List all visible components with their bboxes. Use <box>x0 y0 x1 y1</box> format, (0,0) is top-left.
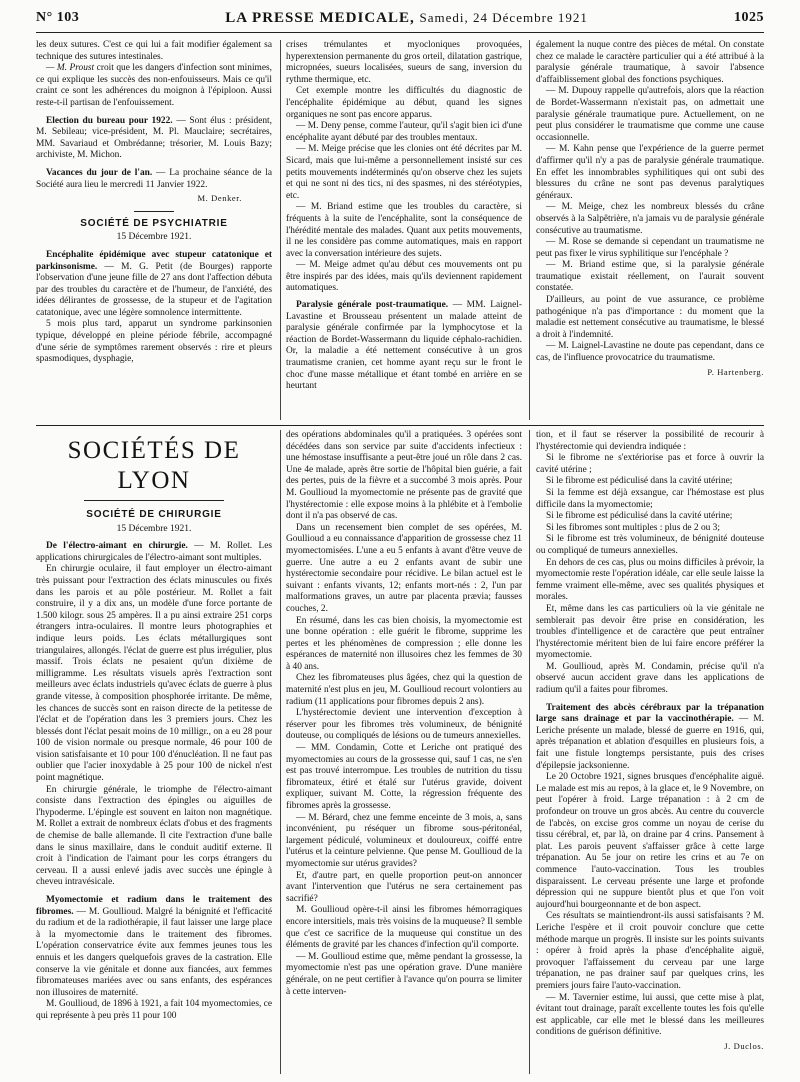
paragraph: Et, même dans les cas particuliers où la vie génitale ne semblerait pas devoir être prise en considération, les troubles d'intelligence et de caractère que peut entraîner l'hystérectomie méritent bien de lui faire encore préférer la myomectomie. <box>536 603 764 661</box>
header-rule <box>36 32 764 33</box>
paragraph: Paralysie générale post-traumatique. — MM. Laignel-Lavastine et Brousseau présentent un malade atteint de paralysie générale confirmée par la lymphocytose et la réaction de Bordet-Wassermann du liquide céphalo-rachidien. Or, la maladie a été nettement consécutive à un gros traumatisme cranien, cet homme ayant reçu sur le front le choc d'une masse métallique et étant tombé en arrière en se heurtant <box>286 300 522 392</box>
paragraph: M. Goullioud, après M. Condamin, précise qu'il n'a observé aucun accident grave dans les applications de radium qu'il a faites pour fibromes. <box>536 661 764 696</box>
paragraph: — M. Meige, chez les nombreux blessés du crâne observés à la Salpêtrière, n'a jamais vu de paralysie générale consécutive au traumatisme. <box>536 202 764 236</box>
paragraph: L'hystérectomie devient une intervention d'exception à réserver pour les fibromes très volumineux, de bénignité douteuse, ou compliqués de lésions ou de tumeurs annexielles. <box>286 708 522 742</box>
list-item: Si les fibromes sont multiples : plus de 2 ou 3; <box>546 522 720 533</box>
paragraph: crises trémulantes et myocloniques provoquées, hyperextension permanente du gros orteil, dilatation gastrique, micropnées, sueurs localisées, sueurs de sang, inversion du rythme thermique, etc. <box>286 40 522 85</box>
paragraph: — M. Rose se demande si cependant un traumatisme ne peut pas fixer le virus syphilitique sur l'encéphale ? <box>536 237 764 259</box>
paragraph: — M. Meige précise que les clonies ont été décrites par M. Sicard, mais que lui-même a personnellement insisté sur ces petits mouvements indéterminés qu'on observe chez les sujets et qui ne sont ni des tics, ni des spasmes, ni des stéréotypies, etc. <box>286 144 522 201</box>
paragraph: En chirurgie oculaire, il faut employer un électro-aimant très puissant pour l'extraction des éclats minuscules ou fixés dans les parois et au pôle postérieur. M. Rollet a fait construire, il y a dix ans, un modèle d'une force portante de 1.500 kilogr. sous 25 ampères. Il a pu ainsi extraire 251 corps étrangers intra-oculaires. Il montre leurs photographies et indique leurs poids. Les éclats métallurgiques sont triangulaires, allongés. l'éclat de guerre est plus irrégulier, plus massif. Trois éclats ne pesaient qu'un dixième de milligramme. Les résultats visuels après l'extraction sont meilleurs avec éclats industriels qu'avec éclats de guerre à plus grande vitesse, à composition phosphorée irritante. De même, les chances de succès sont en raison directe de la petitesse de l'éclat et de l'opération dans les 3 premiers jours. Chez les blessés dont l'éclat pesait moins de 10 milligr., on a eu 28 pour 100 de vision normale ou presque normale, 46 pour 100 de vision satisfaisante et 10 pour 100 d'énucléation. Il ne faut pas oublier que l'acier inoxydable à 25 pour 100 de nickel n'est point magnétique. <box>36 564 272 784</box>
column-rule <box>280 430 281 1074</box>
page-number: 1025 <box>734 10 764 25</box>
paragraph: — M. Goullioud estime que, même pendant la grossesse, la myomectomie n'est pas une opération grave. D'une manière générale, on ne peut certifier à l'avance qu'on pourra se limiter à cette interven- <box>286 951 522 997</box>
paragraph: Et, d'autre part, en quelle proportion peut-on annoncer avant l'intervention que l'utérus ne sera certainement pas sacrifié? <box>286 870 522 904</box>
issue-number: N° 103 <box>36 10 80 25</box>
section-heading: SOCIÉTÉ DE PSYCHIATRIE <box>80 217 228 229</box>
paragraph: — M. Proust croit que les dangers d'infection sont minimes, ce qui explique les succès des non-enfouisseurs. Mais ce qu'il craint ce sont les adhérences du moignon à l'épiploon. Aussi reste-t-il partisan de l'enfouissement. <box>36 63 272 108</box>
list-item: Si le fibrome est très volumineux, de bénignité douteuse ou compliqué de tumeurs annexielles. <box>536 534 764 556</box>
paragraph: Election du bureau pour 1922. — Sont élus : président, M. Sebileau; vice-président, M. Pl. Mauclaire; secrétaires, MM. Savariaud et Ombrédanne; trésorier, M. Louis Bazy; archiviste, M. Michon. <box>36 115 272 161</box>
paragraph: — M. Laignel-Lavastine ne doute pas cependant, dans ce cas, de l'influence provocatrice du traumatisme. <box>536 341 764 364</box>
paragraph: — MM. Condamin, Cotte et Leriche ont pratiqué des myomectomies au cours de la grossesse qui, sauf 1 cas, ne s'en est pas trouvé interrompue. Les troubles de nutrition du tissu fibromateux, étiré et étalé sur l'utérus gravide, doivent expliquer, suivant M. Cotte, la régression fréquente des fibromes après la grossesse. <box>286 743 522 811</box>
section-rule <box>36 425 764 426</box>
signature: M. Denker. <box>197 193 242 204</box>
column-rule <box>529 430 530 1074</box>
bottom-column-1 <box>36 430 272 1076</box>
section-date: 15 Décembre 1921. <box>116 232 192 243</box>
divider <box>84 500 224 501</box>
paragraph: M. Goullioud, de 1896 à 1921, a fait 104 myomectomies, ce qui représente à peu près 11 pour 100 <box>36 999 272 1021</box>
divider <box>134 211 174 212</box>
paragraph: D'ailleurs, au point de vue assurance, ce problème pathogénique n'a pas d'importance : du moment que la maladie est nettement consécutive au traumatisme, le blessé a droit à l'indemnité. <box>536 295 764 340</box>
journal-title-line <box>225 10 588 27</box>
paragraph: Chez les fibromateuses plus âgées, chez qui la question de maternité n'est plus en jeu, M. Goullioud recourt volontiers au radium (11 applications pour fibromes depuis 2 ans). <box>286 673 522 707</box>
section-heading: SOCIÉTÉ DE CHIRURGIE <box>86 509 222 520</box>
paragraph: Cet exemple montre les difficultés du diagnostic de l'encéphalite épidémique au début, quand les signes organiques ne sont pas encore apparus. <box>286 86 522 120</box>
paragraph: également la nuque contre des pièces de métal. On constate chez ce malade le caractère particulier qui a été attribué à la paralysie générale traumatique, à savoir l'absence d'affaiblissement global des fonctions psychiques. <box>536 40 764 85</box>
paragraph: Le 20 Octobre 1921, signes brusques d'encéphalite aiguë. Le malade est mis au repos, à la glace et, le 9 Novembre, on peut l'opérer à froid. Large trépanation : à 2 cm de profondeur on trouve un gros abcès. Au centre du couvercle de l'abcès, on excise gros comme un noyau de cerise du tissu cérébral, et, par là, on draine par 4 crins. Pansement à plat. Les parois peuvent s'affaisser grâce à cette large trépanation. Au 5e jour on retire les crins et au 7e on commence l'auto-vaccination. Tous les troubles disparaissent. Le cerveau présente une large et profonde dépression qui ne suppure bientôt plus et que l'on voit aujourd'hui bourgeonnante et de bon aspect. <box>536 772 764 910</box>
paragraph: — M. Briand estime que, si la paralysie générale traumatique existait réellement, on l'aurait souvent constatée. <box>536 260 764 294</box>
paragraph: Ces résultats se maintiendront-ils aussi satisfaisants ? M. Leriche l'espère et il croit pouvoir conclure que cette méthode marque un progrès. Il insiste sur les points suivants : opérer à froid après la phase d'encéphalite aiguë, provoquer l'affaissement du cerveau par une large trépanation, ne pas drainer sauf par quelques crins, les premiers jours faire l'auto-vaccination. <box>536 911 764 991</box>
paragraph: tion, et il faut se réserver la possibilité de recourir à l'hystérectomie qui deviendra indiquée : <box>536 430 764 452</box>
top-column-3 <box>536 40 764 422</box>
list-item: Si le fibrome ne s'extériorise pas et force à ouvrir la cavité utérine ; <box>536 453 764 475</box>
paragraph: — M. Kahn pense que l'expérience de la guerre permet d'affirmer qu'il n'y a pas de paralysie générale traumatique. En effet les innombrables syphilitiques qui ont subi des blessures du crâne ne sont pas devenus paralytiques généraux. <box>536 144 764 201</box>
paragraph: En résumé, dans les cas bien choisis, la myomectomie est une bonne opération : elle guérit le fibrome, supprime les pertes et les phénomènes de compression ; elle donne les espérances de maternité non illusoires chez les femmes de 30 à 40 ans. <box>286 615 522 672</box>
paragraph: — M. Bérard, chez une femme enceinte de 3 mois, a, sans inconvénient, pu réséquer un fibrome sous-péritonéal, largement pédiculé, volumineux et douloureux, coiffé entre l'utérus et la ceinture pelvienne. Que pense M. Goullioud de la myomectomie sur utérus gravides? <box>286 812 522 869</box>
paragraph: Vacances du jour de l'an. — La prochaine séance de la Société aura lieu le mercredi 11 Janvier 1922. <box>36 167 272 190</box>
paragraph: Myomectomie et radium dans le traitement des fibromes. — M. Goullioud. Malgré la bénignité et l'efficacité du radium et de la radiothérapie, il faut laisser une large place à la myomectomie dans le traitement des fibromes. L'opération conservatrice évite aux femmes jeunes tous les ennuis et les dangers quelquefois graves de la castration. Elle conserve la vie génitale et donne aux fiancées, aux femmes fibromateuses mariées avec ou sans enfants, des espérances non illusoires de maternité. <box>36 895 272 998</box>
paragraph: — M. Deny pense, comme l'auteur, qu'il s'agit bien ici d'une encéphalite ayant débuté par des troubles mentaux. <box>286 121 522 143</box>
paragraph: les deux sutures. C'est ce qui lui a fait modifier également sa technique des sutures intestinales. <box>36 40 272 62</box>
page-header <box>36 4 764 32</box>
paragraph: En dehors de ces cas, plus ou moins difficiles à prévoir, la myomectomie reste l'opération idéale, car elle seule laisse la femme vraiment elle-même, avec ses qualités physiques et morales. <box>536 557 764 603</box>
bottom-column-3 <box>536 430 764 1076</box>
paragraph: 5 mois plus tard, apparut un syndrome parkinsonien typique, développé en pleine période fébrile, accompagné d'une série de symptômes rarement observés : rire et pleurs spasmodiques, dysphagie, <box>36 319 272 365</box>
top-column-2 <box>286 40 522 422</box>
paragraph: M. Goullioud opère-t-il ainsi les fibromes hémorragiques encore intersitiels, mais très voisins de la muqueuse? Il semble que c'est ce sacrifice de la muqueuse qui constitue un des éléments de gravité par les chances d'infection qu'il comporte. <box>286 905 522 951</box>
signature: P. Hartenberg. <box>707 366 764 377</box>
paragraph: — M. Dupouy rappelle qu'autrefois, alors que la réaction de Bordet-Wassermann n'existait pas, on admettait une paralysie générale traumatique pure. Actuellement, on ne peut plus considérer le traumatisme que comme une cause occasionnelle. <box>536 86 764 143</box>
paragraph: De l'électro-aimant en chirurgie. — M. Rollet. Les applications chirurgicales de l'électro-aimant sont multiples. <box>36 541 272 563</box>
signature: J. Duclos. <box>724 1040 764 1051</box>
paragraph: — M. Tavernier estime, lui aussi, que cette mise à plat, évitant tout drainage, paraît excellente toutes les fois qu'elle est applicable, car elle met le blessé dans les meilleures conditions de guérison définitive. <box>536 992 764 1038</box>
bottom-column-2 <box>286 430 522 1076</box>
paragraph: des opérations abdominales qu'il a pratiquées. 3 opérées sont décédées dans son service par suite d'accidents infectieux : une hémostase insuffisante a peut-être joué un rôle dans 2 cas. Une 4e malade, après être sortie de l'hôpital bien guérie, a fait des pertes, puis de la fièvre et a succombé 3 mois après. Pour M. Goullioud la myomectomie ne présente pas de gravité que l'hystérectomie : elle expose moins à la phlébite et à l'embolie dont il n'a pas observé de cas. <box>286 430 522 522</box>
list-item: Si le fibrome est pédiculisé dans la cavité utérine; <box>546 511 733 522</box>
paragraph: — M. Meige admet qu'au début ces mouvements ont pu être inspirés par des idées, mais qu'ils deviennent rapidement automatiques. <box>286 260 522 294</box>
section-title: SOCIÉTÉS DE LYON <box>67 437 241 494</box>
journal-title: LA PRESSE MEDICALE, <box>225 9 415 26</box>
issue-date: Samedi, 24 Décembre 1921 <box>419 9 588 25</box>
top-column-1 <box>36 40 272 422</box>
paragraph: Encéphalite épidémique avec stupeur catatonique et parkinsonisme. — M. G. Petit (de Bourges) rapporte l'observation d'une jeune fille de 27 ans dont l'affection débuta par des troubles du caractère et de l'humeur, de l'anxiété, des idées délirantes de grossesse, de la stupeur et de l'agitation catatonique, avec une légère somnolence intermittente. <box>36 249 272 318</box>
paragraph: — M. Briand estime que les troubles du caractère, si fréquents à la suite de l'encéphalite, sont la conséquence de l'hérédité mentale des malades. Quant aux petits mouvements, il ne les considère pas comme automatiques, mais en rapport avec la conversation intérieure des sujets. <box>286 202 522 259</box>
section-date: 15 Décembre 1921. <box>116 523 192 534</box>
column-rule <box>529 40 530 420</box>
list-item: Si le fibrome est pédiculisé dans la cavité utérine; <box>546 476 733 487</box>
paragraph: Traitement des abcès cérébraux par la trépanation large sans drainage et par la vaccinothérapie. — M. Leriche présente un malade, blessé de guerre en 1916, qui, après trépanation et ablation d'esquilles en plusieurs fois, a fait une fistule longtemps persistante, puis des crises d'épilepsie jacksonienne. <box>536 702 764 771</box>
column-rule <box>280 40 281 420</box>
list-item: Si la femme est déjà exsangue, car l'hémostase est plus difficile dans la myomectomie; <box>536 487 764 510</box>
paragraph: En chirurgie générale, le triomphe de l'électro-aimant consiste dans l'extraction des épingles ou aiguilles de l'hypoderme. L'épingle est souvent en laiton non magnétique. M. Rollet a extrait de nombreux éclats d'obus et des fragments de chemise de balle allemande. Il cite l'extraction d'une balle dans le sinus maxillaire, dans le conduit auditif externe. Il croit à l'indication de l'aimant pour les corps étrangers du cerveau. Il a aussi enlevé jadis avec succès une épingle à cheveu intravésicale. <box>36 784 272 888</box>
paragraph: Dans un recensement bien complet de ses opérées, M. Goullioud a eu connaissance d'apparition de grossesse chez 11 myomectomisées. L'une a eu 5 enfants à avant d'être veuve de guerre. Une autre a eu 2 enfants avant de subir une hystérectomie secondaire pour récidive. Le bilan actuel est le suivant : enfants vivants, 12; enfants mort-nés : 2, l'un par malformations graves, un autre par placenta prævia; fausses couches, 2. <box>286 522 522 614</box>
